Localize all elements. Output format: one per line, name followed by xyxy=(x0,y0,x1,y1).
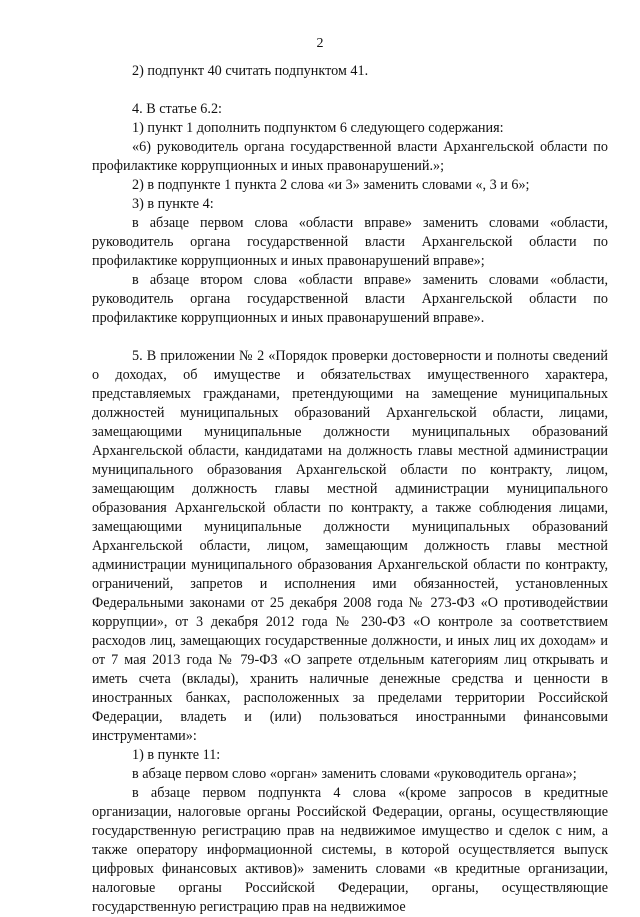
document-body xyxy=(92,62,608,917)
paragraph: «6) руководитель органа государственной власти Архангельской области по профилактике коррупционных и иных правонарушений.»; xyxy=(92,139,608,174)
paragraph: 1) пункт 1 дополнить подпунктом 6 следующего содержания: xyxy=(132,120,504,136)
paragraph: 2) подпункт 40 считать подпунктом 41. xyxy=(132,63,369,79)
paragraph: 4. В статье 6.2: xyxy=(132,101,222,117)
page-number: 2 xyxy=(316,36,324,51)
paragraph: 1) в пункте 11: xyxy=(132,747,221,763)
paragraph: в абзаце первом подпункта 4 слова «(кроме запросов в кредитные организации, налоговые органы Российской Федерации, органы, осуществляющие государственную регистрацию прав на недвижимое имущество и сделок с ним, а также оператору информационной системы, в которой осуществляется выпуск цифровых финансовых активов)» заменить словами «в кредитные организации, налоговые органы Российской Федерации, органы, осуществляющие государственную регистрацию прав на недвижимое xyxy=(92,785,608,915)
paragraph: в абзаце первом слова «области вправе» заменить словами «области, руководитель органа государственной власти Архангельской области по профилактике коррупционных и иных правонарушений вправе»; xyxy=(92,215,608,269)
paragraph: в абзаце первом слово «орган» заменить словами «руководитель органа»; xyxy=(132,766,577,782)
paragraph: 5. В приложении № 2 «Порядок проверки достоверности и полноты сведений о доходах, об имуществе и обязательствах имущественного характера, представляемых гражданами, претендующими на замещение муниципальных должностей муниципальных образований Архангельской области, лицами, замещающими муниципальные должности муниципальных образований Архангельской области, кандидатами на должность главы местной администрации муниципального образования Архангельской области по контракту, лицом, замещающим должность главы местной администрации муниципального образования Архангельской области по контракту, а также соблюдения лицами, замещающими муниципальные должности муниципальных образований Архангельской области, лицом, замещающим должность главы местной администрации муниципального образования Архангельской области по контракту, ограничений, запретов и исполнения ими обязанностей, установленных Федеральными законами от 25 декабря 2008 года № 273-ФЗ «О противодействии коррупции», от 3 декабря 2012 года № 230-ФЗ «О контроле за соответствием расходов лиц, замещающих государственные должности, и иных лиц их доходам» и от 7 мая 2013 года № 79-ФЗ «О запрете отдельным категориям лиц открывать и иметь счета (вклады), хранить наличные денежные средства и ценности в иностранных банках, расположенных за пределами территории Российской Федерации, владеть и (или) пользоваться иностранными финансовыми инструментами»: xyxy=(92,348,608,744)
paragraph: 2) в подпункте 1 пункта 2 слова «и 3» заменить словами «, 3 и 6»; xyxy=(132,177,530,193)
paragraph: 3) в пункте 4: xyxy=(132,196,214,212)
paragraph: в абзаце втором слова «области вправе» заменить словами «области, руководитель органа государственной власти Архангельской области по профилактике коррупционных и иных правонарушений вправе». xyxy=(92,272,608,326)
